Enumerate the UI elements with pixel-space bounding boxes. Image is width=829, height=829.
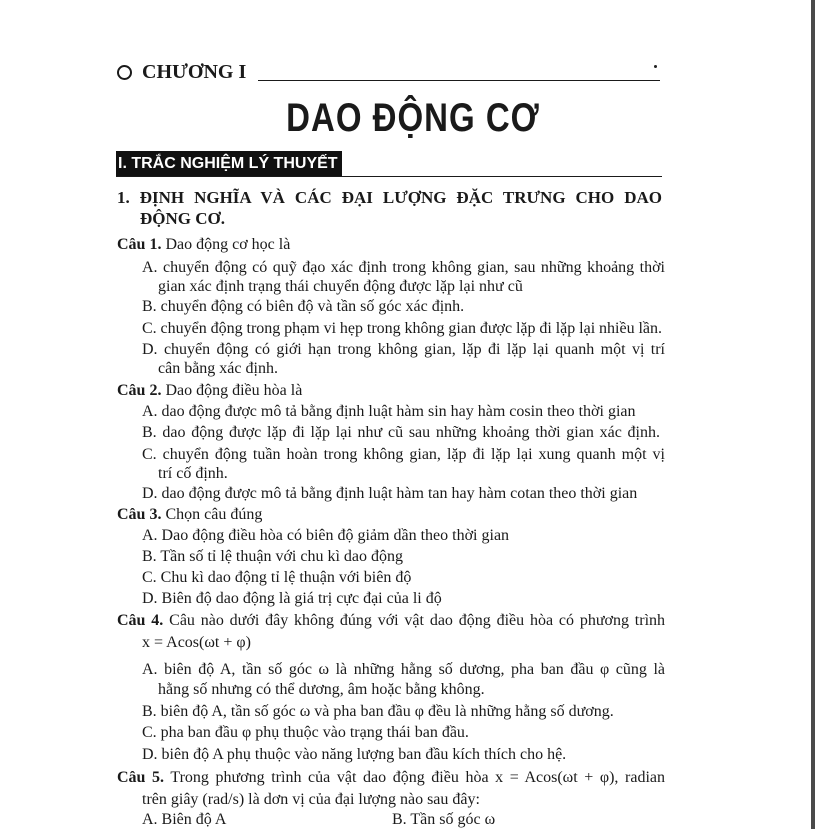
question-2-option-a: A. dao động được mô tả bằng định luật hàm sin hay hàm cosin theo thời gian	[142, 403, 636, 420]
question-1-stem-text: Dao động cơ học là	[165, 236, 291, 253]
page-title: DAO ĐỘNG CƠ	[286, 95, 540, 140]
question-2-option-d: D. dao động được mô tả bằng định luật hàm tan hay hàm cotan theo thời gian	[142, 485, 638, 502]
question-2-stem-text: Dao động điều hòa là	[165, 382, 303, 399]
circle-outline-icon	[117, 65, 132, 80]
question-3-option-a: A. Dao động điều hòa có biên độ giảm dần theo thời gian	[142, 527, 510, 544]
question-4-option-a-line-1: A. biên độ A, tần số góc ω là những hằng số dương, pha ban đầu φ cũng là	[142, 661, 665, 678]
question-1-option-c: C. chuyển động trong phạm vi hẹp trong không gian được lặp đi lặp lại nhiều lần.	[142, 320, 662, 337]
question-4-option-a-line-2: hằng số nhưng có thể dương, âm hoặc bằng không.	[158, 681, 485, 698]
question-4-stem-text: Câu nào dưới đây không đúng với vật dao động điều hòa có phương trình	[169, 612, 665, 629]
question-4-label: Câu 4.	[117, 612, 164, 629]
question-5-option-a: A. Biên độ A	[142, 811, 227, 828]
question-5-stem-text: Trong phương trình của vật dao động điều hòa x = Acos(ωt + φ), radian	[170, 769, 665, 786]
question-3-stem-text: Chọn câu đúng	[165, 506, 263, 523]
question-2-option-c-line-2: trí cố định.	[158, 465, 228, 482]
subsection-heading-line-2: ĐỘNG CƠ.	[140, 209, 225, 228]
chapter-label: CHƯƠNG I	[142, 61, 247, 83]
question-3-label: Câu 3.	[117, 506, 162, 523]
question-1-stem	[117, 235, 290, 255]
question-2-stem	[117, 381, 302, 401]
question-1-option-d-line-2: cân bằng xác định.	[158, 360, 278, 377]
scan-speck	[654, 65, 657, 68]
question-3-option-d: D. Biên độ dao động là giá trị cực đại của li độ	[142, 590, 442, 607]
question-2-option-c-line-1: C. chuyển động tuần hoàn trong không gian, lặp đi lặp lại xung quanh một vị	[142, 446, 665, 463]
subsection-heading-line-1: 1. ĐỊNH NGHĨA VÀ CÁC ĐẠI LƯỢNG ĐẶC TRƯNG CHO DAO	[117, 188, 662, 207]
question-1-option-a-line-1: A. chuyển động có quỹ đạo xác định trong không gian, sau những khoảng thời	[142, 259, 665, 276]
question-1-option-b: B. chuyển động có biên độ và tần số góc xác định.	[142, 298, 465, 315]
question-5-stem-line-2: trên giây (rad/s) là dơn vị của đại lượng nào sau đây:	[142, 791, 480, 808]
section-heading: I. TRẮC NGHIỆM LÝ THUYẾT	[116, 151, 342, 177]
question-4-stem-line-1	[117, 611, 665, 631]
question-4-option-c: C. pha ban đầu φ phụ thuộc vào trạng thái ban đầu.	[142, 724, 469, 741]
question-5-option-b: B. Tần số góc ω	[392, 811, 496, 828]
question-1-option-d-line-1: D. chuyển động có giới hạn trong không gian, lặp đi lặp lại quanh một vị trí	[142, 341, 665, 358]
question-3-option-b: B. Tần số tỉ lệ thuận với chu kì dao động	[142, 548, 404, 565]
question-4-option-b: B. biên độ A, tần số góc ω và pha ban đầu φ đều là những hằng số dương.	[142, 703, 614, 720]
question-5-label: Câu 5.	[117, 769, 165, 786]
question-3-option-c: C. Chu kì dao động tỉ lệ thuận với biên độ	[142, 569, 412, 586]
question-2-option-b: B. dao động được lặp đi lặp lại như cũ sau những khoảng thời gian xác định.	[142, 424, 660, 441]
section-heading-rule	[116, 176, 662, 177]
chapter-header-rule	[258, 80, 660, 81]
question-5-stem-line-1	[117, 768, 665, 788]
question-2-label: Câu 2.	[117, 382, 162, 399]
question-4-equation: x = Acos(ωt + φ)	[142, 634, 251, 651]
question-4-option-d: D. biên độ A phụ thuộc vào năng lượng ban đầu kích thích cho hệ.	[142, 746, 567, 763]
question-3-stem	[117, 505, 262, 525]
question-1-option-a-line-2: gian xác định trạng thái chuyển động được lặp lại như cũ	[158, 278, 523, 295]
scan-page-edge	[811, 0, 815, 829]
question-1-label: Câu 1.	[117, 236, 162, 253]
